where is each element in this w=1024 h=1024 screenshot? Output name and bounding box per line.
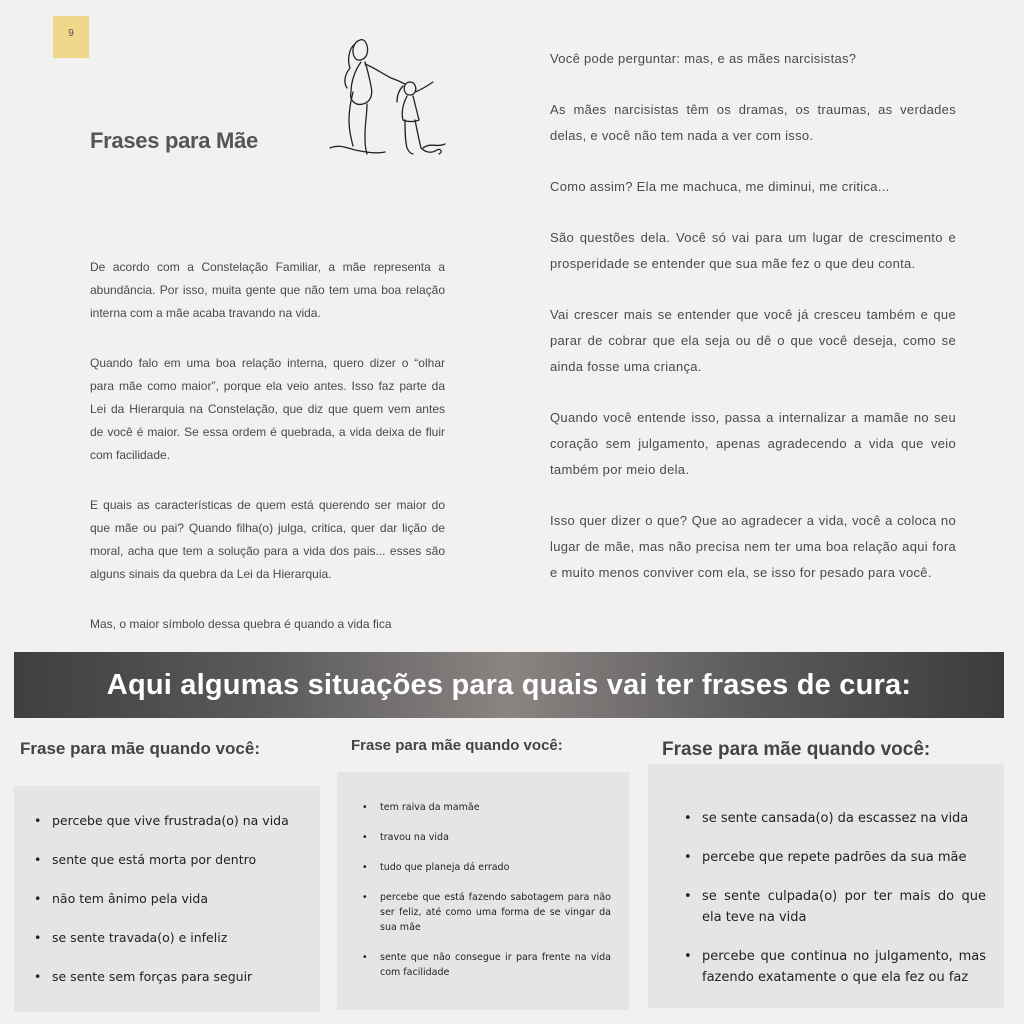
list-item: • se sente cansada(o) da escassez na vida [684, 808, 986, 829]
box-heading: Frase para mãe quando você: [20, 739, 260, 758]
list-item: • se sente travada(o) e infeliz [34, 929, 304, 946]
list-item: • não tem ânimo pela vida [34, 890, 304, 907]
situations-box-3 [648, 764, 1004, 1008]
page-number: 9 [68, 28, 74, 39]
situations-list [14, 786, 320, 985]
page-number-badge [53, 16, 89, 58]
paragraph: São questões dela. Você só vai para um lugar de crescimento e prosperidade se entender que sua mãe fez o que deu conta. [550, 230, 956, 271]
healing-phrases-banner [14, 652, 1004, 718]
list-item: • se sente sem forças para seguir [34, 968, 304, 985]
paragraph: De acordo com a Constelação Familiar, a mãe representa a abundância. Por isso, muita gente que não tem uma boa relação interna com a mãe acaba travando na vida. [90, 260, 445, 320]
right-text-column [550, 46, 956, 611]
box-heading: Frase para mãe quando você: [662, 739, 931, 760]
list-item: • tem raiva da mamãe [362, 800, 611, 815]
list-item: • percebe que continua no julgamento, mas fazendo exatamente o que ela fez ou faz [684, 946, 986, 988]
paragraph: As mães narcisistas têm os dramas, os traumas, as verdades delas, e você não tem nada a ver com isso. [550, 102, 956, 143]
paragraph: Quando falo em uma boa relação interna, quero dizer o “olhar para mãe como maior”, porque ela veio antes. Isso faz parte da Lei da Hierarquia na Constelação, que diz que quem vem antes de você é maior. Se essa ordem é quebrada, a vida deixa de fluir com facilidade. [90, 356, 445, 462]
list-item: • tudo que planeja dá errado [362, 860, 611, 875]
situations-box-2 [337, 772, 629, 1010]
list-item: • percebe que vive frustrada(o) na vida [34, 812, 304, 829]
situations-list [337, 772, 629, 980]
list-item: • sente que está morta por dentro [34, 851, 304, 868]
list-item: • percebe que está fazendo sabotagem para não ser feliz, até como uma forma de se vingar da sua mãe [362, 890, 611, 935]
list-item: • percebe que repete padrões da sua mãe [684, 847, 986, 868]
paragraph: Como assim? Ela me machuca, me diminui, me critica... [550, 179, 890, 194]
mother-and-child-line-drawing-icon [325, 30, 450, 160]
situations-list [648, 764, 1004, 988]
paragraph: Quando você entende isso, passa a internalizar a mamãe no seu coração sem julgamento, apenas agradecendo a vida que veio também por meio dela. [550, 410, 956, 477]
situations-box-1 [14, 786, 320, 1012]
paragraph: Mas, o maior símbolo dessa quebra é quando a vida fica [90, 617, 392, 631]
paragraph: Vai crescer mais se entender que você já cresceu também e que parar de cobrar que ela seja ou dê o que você deseja, como se ainda fosse uma criança. [550, 307, 956, 374]
banner-text: Aqui algumas situações para quais vai ter frases de cura: [106, 668, 912, 701]
list-item: • sente que não consegue ir para frente na vida com facilidade [362, 950, 611, 980]
list-item: • se sente culpada(o) por ter mais do que ela teve na vida [684, 886, 986, 928]
box-heading: Frase para mãe quando você: [351, 737, 563, 754]
list-item: • travou na vida [362, 830, 611, 845]
paragraph: E quais as características de quem está querendo ser maior do que mãe ou pai? Quando filha(o) julga, critica, quer dar lição de moral, acha que tem a solução para a vida dos pais... esses são alguns sinais da quebra da Lei da Hierarquia. [90, 498, 445, 581]
left-text-column [90, 256, 445, 663]
page-title: Frases para Mãe [90, 128, 258, 153]
paragraph: Você pode perguntar: mas, e as mães narcisistas? [550, 51, 857, 66]
paragraph: Isso quer dizer o que? Que ao agradecer a vida, você a coloca no lugar de mãe, mas não precisa nem ter uma boa relação aqui fora e muito menos conviver com ela, se isso for pesado para você. [550, 513, 956, 580]
